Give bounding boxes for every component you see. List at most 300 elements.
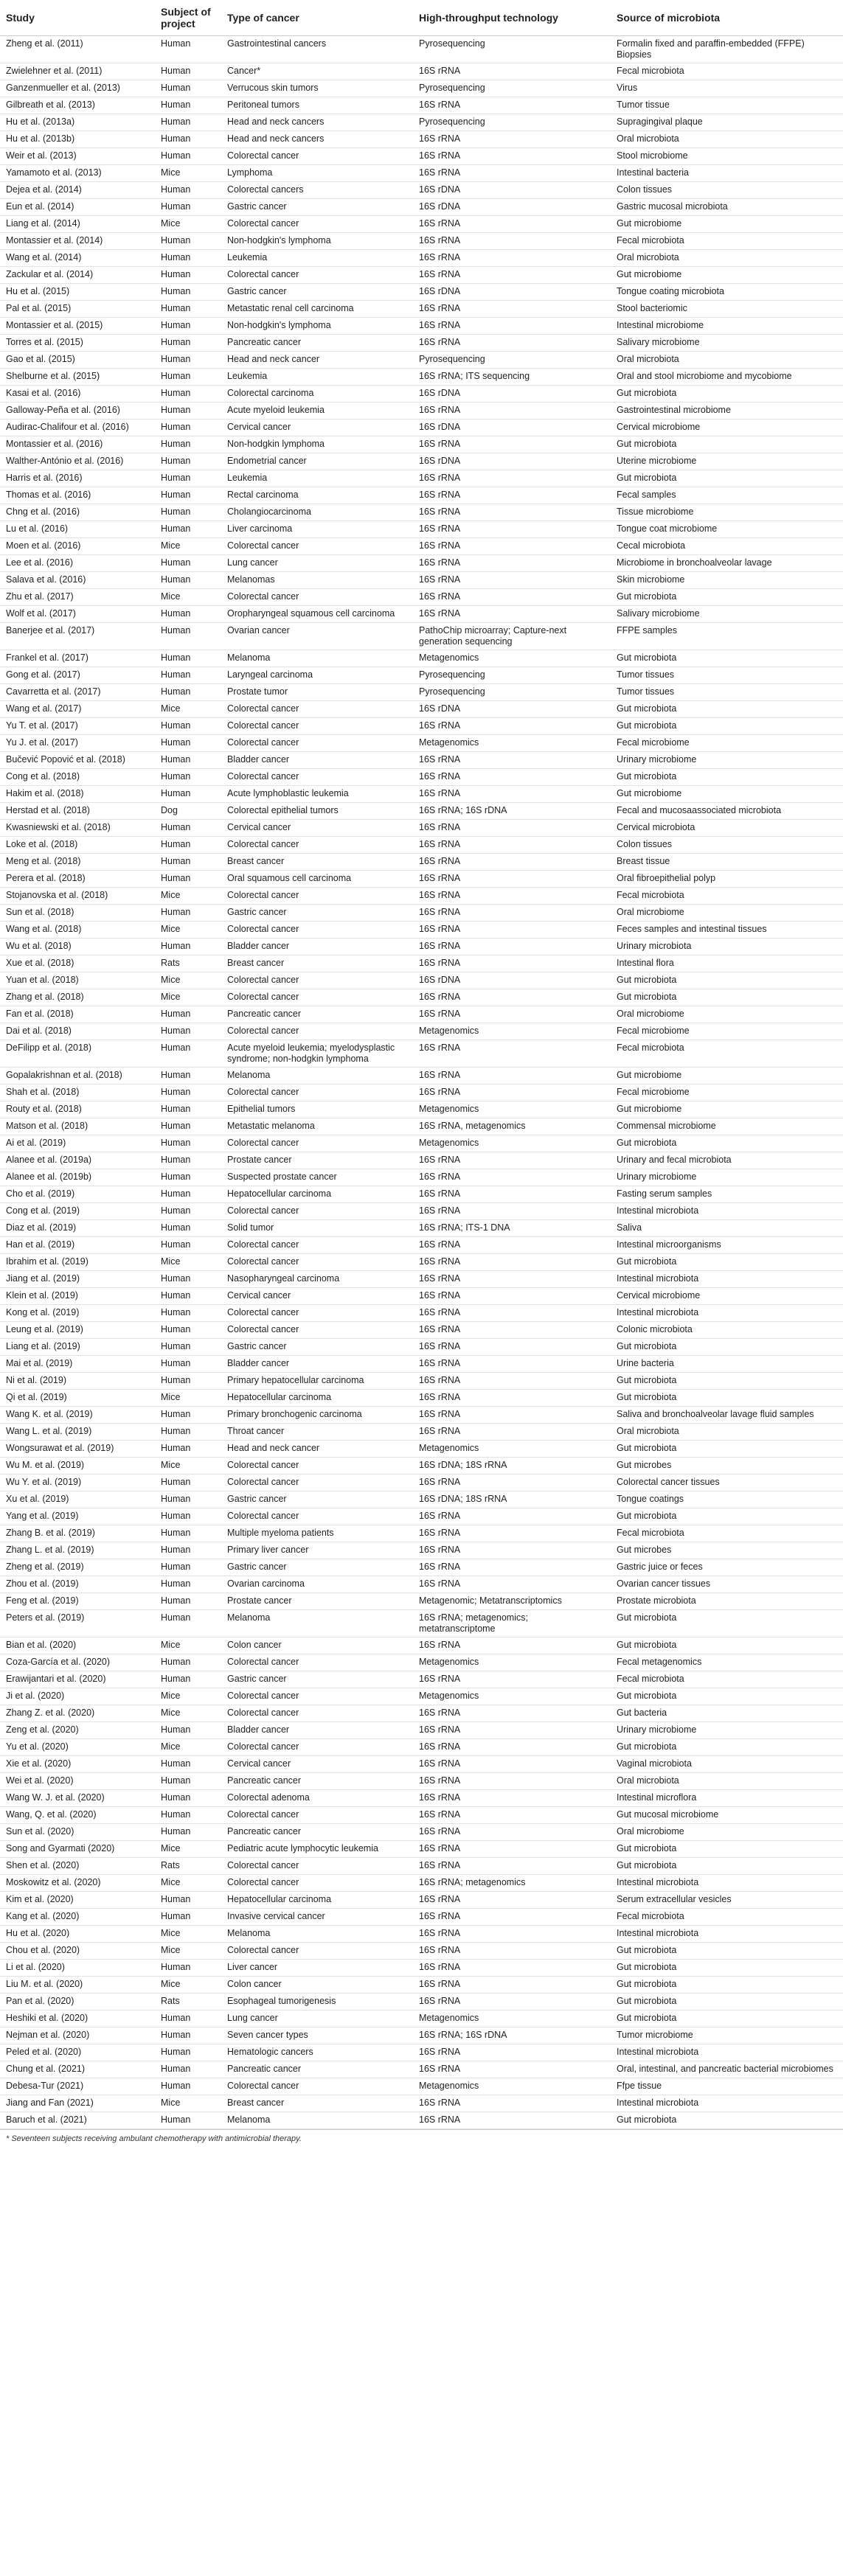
cell-subject: Human	[155, 1356, 221, 1373]
cell-source: Oral microbiota	[611, 250, 843, 267]
cell-study: Zeng et al. (2020)	[0, 1722, 155, 1739]
cell-cancer-type: Nasopharyngeal carcinoma	[221, 1271, 413, 1288]
cell-subject: Human	[155, 871, 221, 888]
table-row	[0, 36, 843, 63]
table-row	[0, 1875, 843, 1892]
cell-technology: 16S rDNA	[413, 972, 611, 989]
table-row	[0, 1508, 843, 1525]
cell-study: Wolf et al. (2017)	[0, 606, 155, 623]
cell-study: Eun et al. (2014)	[0, 199, 155, 216]
cell-cancer-type: Melanomas	[221, 572, 413, 589]
cell-subject: Mice	[155, 589, 221, 606]
table-row	[0, 1068, 843, 1085]
cell-subject: Mice	[155, 216, 221, 233]
table-row	[0, 386, 843, 403]
table-row	[0, 1960, 843, 1977]
table-row	[0, 1023, 843, 1040]
table-row	[0, 1790, 843, 1807]
cell-cancer-type: Colorectal cancer	[221, 1739, 413, 1756]
table-row	[0, 1858, 843, 1875]
cell-technology: 16S rRNA	[413, 1807, 611, 1824]
cell-technology: Metagenomic; Metatranscriptomics	[413, 1593, 611, 1610]
cell-source: Gut microbiome	[611, 786, 843, 803]
table-row	[0, 1254, 843, 1271]
cell-subject: Human	[155, 623, 221, 650]
table-row	[0, 1475, 843, 1491]
cell-source: Fecal microbiota	[611, 1909, 843, 1926]
cell-cancer-type: Bladder cancer	[221, 1722, 413, 1739]
table-row	[0, 1424, 843, 1441]
cell-cancer-type: Colorectal cancer	[221, 1475, 413, 1491]
cell-technology: 16S rRNA	[413, 1739, 611, 1756]
table-row	[0, 1576, 843, 1593]
cell-technology: 16S rRNA	[413, 769, 611, 786]
cell-technology: 16S rRNA	[413, 1756, 611, 1773]
cell-study: Peters et al. (2019)	[0, 1610, 155, 1637]
table-row	[0, 1654, 843, 1671]
cell-source: Tumor microbiome	[611, 2027, 843, 2044]
cell-study: Kwasniewski et al. (2018)	[0, 820, 155, 837]
cell-cancer-type: Solid tumor	[221, 1220, 413, 1237]
cell-technology: 16S rRNA	[413, 1637, 611, 1654]
cell-cancer-type: Metastatic melanoma	[221, 1118, 413, 1135]
cell-technology: Pyrosequencing	[413, 684, 611, 701]
cell-cancer-type: Oral squamous cell carcinoma	[221, 871, 413, 888]
table-row	[0, 1356, 843, 1373]
cell-source: Urinary microbiome	[611, 1722, 843, 1739]
cell-subject: Human	[155, 301, 221, 318]
cell-technology: Pyrosequencing	[413, 80, 611, 97]
cell-source: Gut microbiota	[611, 589, 843, 606]
cell-technology: Pyrosequencing	[413, 36, 611, 63]
cell-subject: Mice	[155, 701, 221, 718]
cell-subject: Human	[155, 1824, 221, 1841]
cell-technology: 16S rRNA	[413, 335, 611, 352]
cell-cancer-type: Head and neck cancer	[221, 1441, 413, 1458]
cell-subject: Human	[155, 453, 221, 470]
cell-technology: 16S rRNA	[413, 233, 611, 250]
cell-study: Gong et al. (2017)	[0, 667, 155, 684]
cell-cancer-type: Breast cancer	[221, 854, 413, 871]
cell-technology: 16S rRNA	[413, 267, 611, 284]
cell-source: Gut microbiota	[611, 1688, 843, 1705]
cell-subject: Human	[155, 1671, 221, 1688]
cell-study: Klein et al. (2019)	[0, 1288, 155, 1305]
cell-technology: 16S rRNA	[413, 1407, 611, 1424]
cell-source: Gut microbiota	[611, 1508, 843, 1525]
table-row	[0, 521, 843, 538]
cell-subject: Human	[155, 504, 221, 521]
cell-subject: Human	[155, 2112, 221, 2129]
cell-cancer-type: Colorectal cancer	[221, 922, 413, 939]
cell-source: Cervical microbiota	[611, 820, 843, 837]
cell-study: Han et al. (2019)	[0, 1237, 155, 1254]
cell-source: Oral microbiota	[611, 352, 843, 369]
cell-technology: 16S rRNA	[413, 301, 611, 318]
cell-cancer-type: Cervical cancer	[221, 820, 413, 837]
cell-technology: 16S rDNA	[413, 420, 611, 436]
cell-study: Montassier et al. (2015)	[0, 318, 155, 335]
cell-subject: Mice	[155, 2095, 221, 2112]
table-row	[0, 1841, 843, 1858]
cell-subject: Human	[155, 131, 221, 148]
cell-study: Baruch et al. (2021)	[0, 2112, 155, 2129]
cell-technology: 16S rRNA	[413, 1960, 611, 1977]
cell-source: Gut microbiota	[611, 1637, 843, 1654]
cell-cancer-type: Colorectal cancer	[221, 148, 413, 165]
table-row	[0, 905, 843, 922]
table-row	[0, 735, 843, 752]
cell-source: Salivary microbiome	[611, 606, 843, 623]
cell-study: Lee et al. (2016)	[0, 555, 155, 572]
cell-cancer-type: Colorectal cancer	[221, 1943, 413, 1960]
cell-study: Audirac-Chalifour et al. (2016)	[0, 420, 155, 436]
table-row	[0, 318, 843, 335]
cell-technology: 16S rRNA	[413, 2112, 611, 2129]
cell-source: Gut microbiota	[611, 1441, 843, 1458]
cell-subject: Human	[155, 250, 221, 267]
table-row	[0, 820, 843, 837]
cell-subject: Human	[155, 1525, 221, 1542]
cell-cancer-type: Colorectal cancer	[221, 1023, 413, 1040]
cell-cancer-type: Acute myeloid leukemia	[221, 403, 413, 420]
table-row	[0, 301, 843, 318]
table-row	[0, 267, 843, 284]
table-row	[0, 1407, 843, 1424]
cell-study: Wang et al. (2014)	[0, 250, 155, 267]
cell-cancer-type: Colorectal cancer	[221, 1654, 413, 1671]
cell-study: Routy et al. (2018)	[0, 1101, 155, 1118]
cell-study: Salava et al. (2016)	[0, 572, 155, 589]
table-row	[0, 369, 843, 386]
table-row	[0, 854, 843, 871]
cell-technology: 16S rRNA; 16S rDNA	[413, 803, 611, 820]
table-row	[0, 1773, 843, 1790]
cell-study: Heshiki et al. (2020)	[0, 2011, 155, 2027]
cell-subject: Human	[155, 233, 221, 250]
cell-study: Cho et al. (2019)	[0, 1186, 155, 1203]
cell-study: Wei et al. (2020)	[0, 1773, 155, 1790]
cell-cancer-type: Colorectal cancer	[221, 1085, 413, 1101]
table-row	[0, 2112, 843, 2129]
cell-subject: Rats	[155, 955, 221, 972]
cell-subject: Mice	[155, 1739, 221, 1756]
cell-technology: 16S rRNA	[413, 487, 611, 504]
table-row	[0, 403, 843, 420]
cell-study: Thomas et al. (2016)	[0, 487, 155, 504]
cell-cancer-type: Bladder cancer	[221, 939, 413, 955]
table-row	[0, 487, 843, 504]
cell-technology: 16S rRNA	[413, 436, 611, 453]
cell-subject: Human	[155, 1441, 221, 1458]
cell-cancer-type: Colorectal cancer	[221, 769, 413, 786]
cell-study: Hu et al. (2015)	[0, 284, 155, 301]
cell-study: Zheng et al. (2011)	[0, 36, 155, 63]
cell-technology: Pyrosequencing	[413, 352, 611, 369]
cell-cancer-type: Colorectal cancer	[221, 216, 413, 233]
cell-subject: Human	[155, 1271, 221, 1288]
cell-cancer-type: Epithelial tumors	[221, 1101, 413, 1118]
table-row	[0, 769, 843, 786]
cell-technology: 16S rDNA; 18S rRNA	[413, 1458, 611, 1475]
table-row	[0, 1040, 843, 1068]
table-row	[0, 589, 843, 606]
cell-study: Zwielehner et al. (2011)	[0, 63, 155, 80]
cell-source: Gut microbiota	[611, 1994, 843, 2011]
cell-cancer-type: Colorectal cancer	[221, 1807, 413, 1824]
table-row	[0, 1006, 843, 1023]
table-row	[0, 1943, 843, 1960]
cell-technology: 16S rRNA	[413, 1943, 611, 1960]
cell-study: Wang L. et al. (2019)	[0, 1424, 155, 1441]
cell-cancer-type: Hepatocellular carcinoma	[221, 1186, 413, 1203]
cell-source: Fasting serum samples	[611, 1186, 843, 1203]
cell-cancer-type: Colorectal carcinoma	[221, 386, 413, 403]
table-row	[0, 80, 843, 97]
cell-study: Hu et al. (2013a)	[0, 114, 155, 131]
cell-cancer-type: Gastric cancer	[221, 905, 413, 922]
cell-source: Gut microbiota	[611, 2112, 843, 2129]
table-row	[0, 1671, 843, 1688]
cell-source: Oral, intestinal, and pancreatic bacterial microbiomes	[611, 2061, 843, 2078]
table-row	[0, 1593, 843, 1610]
cell-technology: 16S rRNA	[413, 1671, 611, 1688]
table-row	[0, 250, 843, 267]
cell-cancer-type: Gastric cancer	[221, 199, 413, 216]
table-row	[0, 1559, 843, 1576]
cell-subject: Mice	[155, 1943, 221, 1960]
cell-cancer-type: Pancreatic cancer	[221, 2061, 413, 2078]
cell-source: Gut microbiota	[611, 972, 843, 989]
cell-cancer-type: Acute lymphoblastic leukemia	[221, 786, 413, 803]
cell-technology: 16S rRNA; metagenomics	[413, 1875, 611, 1892]
cell-study: Zhang L. et al. (2019)	[0, 1542, 155, 1559]
cell-study: Shah et al. (2018)	[0, 1085, 155, 1101]
cell-source: Oral and stool microbiome and mycobiome	[611, 369, 843, 386]
cell-technology: 16S rRNA	[413, 1040, 611, 1068]
cell-cancer-type: Colorectal cancer	[221, 888, 413, 905]
cell-study: Cong et al. (2019)	[0, 1203, 155, 1220]
table-row	[0, 623, 843, 650]
cell-study: Wu M. et al. (2019)	[0, 1458, 155, 1475]
cell-subject: Human	[155, 420, 221, 436]
table-row	[0, 1305, 843, 1322]
table-row	[0, 97, 843, 114]
cell-source: Gut microbiota	[611, 1339, 843, 1356]
cell-subject: Human	[155, 939, 221, 955]
cell-cancer-type: Breast cancer	[221, 2095, 413, 2112]
cell-source: Saliva and bronchoalveolar lavage fluid samples	[611, 1407, 843, 1424]
cell-technology: Metagenomics	[413, 1101, 611, 1118]
cell-study: Montassier et al. (2014)	[0, 233, 155, 250]
table-row	[0, 1688, 843, 1705]
table-row	[0, 1739, 843, 1756]
cell-technology: 16S rRNA	[413, 752, 611, 769]
cell-study: Yamamoto et al. (2013)	[0, 165, 155, 182]
cell-technology: 16S rRNA	[413, 1824, 611, 1841]
cell-technology: 16S rRNA	[413, 1339, 611, 1356]
cell-source: Gut microbiota	[611, 718, 843, 735]
cell-source: Fecal microbiome	[611, 1023, 843, 1040]
cell-technology: 16S rRNA	[413, 1237, 611, 1254]
cell-subject: Human	[155, 1152, 221, 1169]
cell-source: Intestinal microflora	[611, 1790, 843, 1807]
cell-technology: 16S rRNA; ITS sequencing	[413, 369, 611, 386]
cell-study: Liu M. et al. (2020)	[0, 1977, 155, 1994]
cell-source: Gut microbes	[611, 1458, 843, 1475]
cell-technology: 16S rRNA	[413, 786, 611, 803]
cell-subject: Human	[155, 369, 221, 386]
cell-technology: PathoChip microarray; Capture-next generation sequencing	[413, 623, 611, 650]
cell-study: Liang et al. (2019)	[0, 1339, 155, 1356]
cell-study: Erawijantari et al. (2020)	[0, 1671, 155, 1688]
cell-technology: 16S rRNA; ITS-1 DNA	[413, 1220, 611, 1237]
cell-subject: Mice	[155, 1688, 221, 1705]
table-row	[0, 199, 843, 216]
table-row	[0, 1220, 843, 1237]
cell-subject: Human	[155, 718, 221, 735]
cell-subject: Human	[155, 114, 221, 131]
cell-cancer-type: Endometrial cancer	[221, 453, 413, 470]
cell-cancer-type: Breast cancer	[221, 955, 413, 972]
table-row	[0, 1373, 843, 1390]
table-row	[0, 1977, 843, 1994]
cell-study: Gao et al. (2015)	[0, 352, 155, 369]
table-row	[0, 1892, 843, 1909]
cell-technology: 16S rRNA	[413, 555, 611, 572]
cell-study: Xue et al. (2018)	[0, 955, 155, 972]
cell-cancer-type: Colorectal cancer	[221, 2078, 413, 2095]
cell-subject: Mice	[155, 1977, 221, 1994]
cell-study: Kim et al. (2020)	[0, 1892, 155, 1909]
cell-source: Intestinal microbiota	[611, 1926, 843, 1943]
cell-cancer-type: Pancreatic cancer	[221, 1773, 413, 1790]
table-row	[0, 888, 843, 905]
cell-study: Moen et al. (2016)	[0, 538, 155, 555]
cell-source: Gut microbiota	[611, 436, 843, 453]
cell-study: Mai et al. (2019)	[0, 1356, 155, 1373]
cell-technology: 16S rDNA	[413, 386, 611, 403]
table-row	[0, 572, 843, 589]
cell-source: Urine bacteria	[611, 1356, 843, 1373]
table-row	[0, 837, 843, 854]
cell-cancer-type: Head and neck cancers	[221, 131, 413, 148]
cell-cancer-type: Cervical cancer	[221, 1288, 413, 1305]
cell-technology: 16S rRNA	[413, 1994, 611, 2011]
cell-technology: 16S rRNA	[413, 250, 611, 267]
cell-cancer-type: Colorectal cancer	[221, 589, 413, 606]
cell-technology: 16S rRNA	[413, 2061, 611, 2078]
cell-source: Gut microbiome	[611, 216, 843, 233]
table-row	[0, 1085, 843, 1101]
cell-study: Yu J. et al. (2017)	[0, 735, 155, 752]
cell-study: Feng et al. (2019)	[0, 1593, 155, 1610]
cell-subject: Human	[155, 1305, 221, 1322]
table-row	[0, 352, 843, 369]
cell-cancer-type: Verrucous skin tumors	[221, 80, 413, 97]
cell-cancer-type: Colorectal cancer	[221, 701, 413, 718]
cell-cancer-type: Cancer*	[221, 63, 413, 80]
cell-subject: Human	[155, 1085, 221, 1101]
cell-source: Tissue microbiome	[611, 504, 843, 521]
cell-source: Gut microbiota	[611, 1254, 843, 1271]
cell-technology: Metagenomics	[413, 1135, 611, 1152]
cell-subject: Human	[155, 1203, 221, 1220]
cell-technology: 16S rRNA	[413, 1271, 611, 1288]
cell-subject: Human	[155, 1909, 221, 1926]
cell-cancer-type: Melanoma	[221, 650, 413, 667]
table-row	[0, 939, 843, 955]
cell-subject: Human	[155, 521, 221, 538]
cell-subject: Human	[155, 80, 221, 97]
cell-subject: Human	[155, 1892, 221, 1909]
table-row	[0, 650, 843, 667]
cell-cancer-type: Esophageal tumorigenesis	[221, 1994, 413, 2011]
cell-study: Wu et al. (2018)	[0, 939, 155, 955]
cell-technology: 16S rRNA	[413, 955, 611, 972]
cell-study: Torres et al. (2015)	[0, 335, 155, 352]
cell-study: Chng et al. (2016)	[0, 504, 155, 521]
table-row	[0, 1237, 843, 1254]
cell-subject: Dog	[155, 803, 221, 820]
table-row	[0, 1994, 843, 2011]
cell-source: Gut microbiota	[611, 989, 843, 1006]
table-row	[0, 1203, 843, 1220]
cell-cancer-type: Pancreatic cancer	[221, 335, 413, 352]
cell-source: Stool bacteriomic	[611, 301, 843, 318]
cell-study: Peled et al. (2020)	[0, 2044, 155, 2061]
cell-cancer-type: Colorectal cancer	[221, 1508, 413, 1525]
cell-subject: Human	[155, 1101, 221, 1118]
cell-technology: 16S rRNA	[413, 1254, 611, 1271]
table-row	[0, 1271, 843, 1288]
cell-subject: Human	[155, 769, 221, 786]
cell-study: Ibrahim et al. (2019)	[0, 1254, 155, 1271]
cell-study: Wang, Q. et al. (2020)	[0, 1807, 155, 1824]
cell-cancer-type: Colon cancer	[221, 1977, 413, 1994]
cell-source: Intestinal microbiota	[611, 1203, 843, 1220]
cell-subject: Rats	[155, 1994, 221, 2011]
cell-source: Tumor tissue	[611, 97, 843, 114]
table-row	[0, 1756, 843, 1773]
cell-source: Gut microbiota	[611, 769, 843, 786]
table-row	[0, 701, 843, 718]
cell-source: Cecal microbiota	[611, 538, 843, 555]
cell-subject: Mice	[155, 1254, 221, 1271]
cell-cancer-type: Pediatric acute lymphocytic leukemia	[221, 1841, 413, 1858]
cell-technology: Metagenomics	[413, 2078, 611, 2095]
header-cancer-type: Type of cancer	[221, 0, 413, 36]
cell-cancer-type: Head and neck cancers	[221, 114, 413, 131]
table-row	[0, 1807, 843, 1824]
cell-cancer-type: Colorectal cancer	[221, 1858, 413, 1875]
cell-subject: Human	[155, 1135, 221, 1152]
cell-technology: 16S rRNA; 16S rDNA	[413, 2027, 611, 2044]
cell-source: Gut microbiota	[611, 650, 843, 667]
cell-cancer-type: Leukemia	[221, 470, 413, 487]
cell-source: Gut microbiota	[611, 386, 843, 403]
table-row	[0, 1186, 843, 1203]
cell-source: Vaginal microbiota	[611, 1756, 843, 1773]
cell-study: Harris et al. (2016)	[0, 470, 155, 487]
cell-technology: 16S rRNA	[413, 888, 611, 905]
cell-subject: Mice	[155, 1841, 221, 1858]
cell-technology: 16S rRNA	[413, 1790, 611, 1807]
cell-subject: Human	[155, 2061, 221, 2078]
cell-source: Gut microbiota	[611, 1373, 843, 1390]
cell-subject: Human	[155, 199, 221, 216]
cell-study: DeFilipp et al. (2018)	[0, 1040, 155, 1068]
